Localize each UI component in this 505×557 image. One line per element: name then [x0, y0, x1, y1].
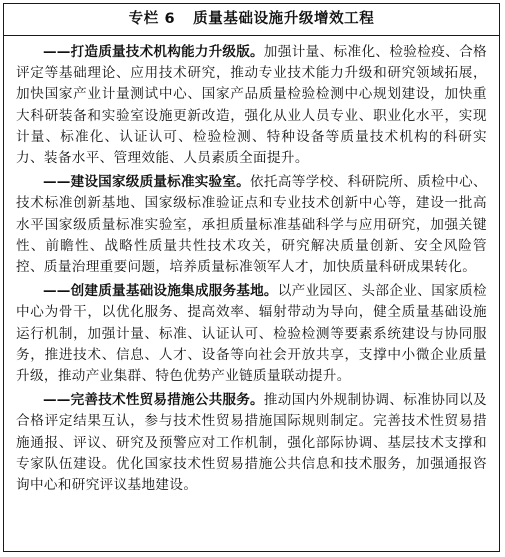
paragraph-quality-institution: [16, 42, 487, 169]
paragraph-body: 推动国内外规制协调、标准协同以及合格评定结果互认，参与技术性贸易措施国际规则制定。完善技术性贸易措施通报、评议、研究及预警应对工作机制，强化部际协调、基层技术支撑和专家队伍建设。优化国家技术性贸易措施公共信息和技术服务，加强通报咨询中心和研究评议基地建设。: [16, 392, 487, 494]
box-title-bar: [4, 4, 499, 36]
feature-box: [3, 3, 500, 552]
box-label: 专栏 6: [128, 11, 176, 27]
paragraph-heading: ——创建质量基础设施集成服务基地。: [43, 283, 278, 300]
paragraph-trade-measures: [16, 390, 487, 496]
paragraph-service-base: [16, 281, 487, 387]
box-content: [16, 42, 487, 499]
box-title: 质量基础设施升级增效工程: [193, 11, 375, 27]
paragraph-national-lab: [16, 172, 487, 278]
paragraph-heading: ——完善技术性贸易措施公共服务。: [43, 392, 264, 409]
paragraph-heading: ——打造质量技术机构能力升级版。: [43, 44, 264, 60]
paragraph-body: 以产业园区、头部企业、国家质检中心为骨干，以优化服务、提高效率、辐射带动为导向，健全质量基础设施运行机制，加强计量、标准、认证认可、检验检测等要素系统建设与协同服务，推进技术、信息、人才、设备等向社会开放共享，支撑中小微企业质量升级，推动产业集群、特色优势产业链质量联动提升。: [16, 283, 488, 385]
paragraph-heading: ——建设国家级质量标准实验室。: [43, 174, 250, 191]
paragraph-body: 依托高等学校、科研院所、质检中心、技术标准创新基地、国家级标准验证点和专业技术创新中心等，建设一批高水平国家级质量标准实验室，承担质量标准基础科学与应用研究，加强关键性、前瞻性、战略性质量共性技术攻关，研究解决质量创新、安全风险管控、质量治理重要问题，培养质量标准领军人才，加快质量科研成果转化。: [16, 174, 488, 276]
paragraph-body: 加强计量、标准化、检验检疫、合格评定等基础理论、应用技术研究，推动专业技术能力升级和研究领域拓展，加快国家产业计量测试中心、国家产品质量检验检测中心规划建设，加快重大科研装备和实验室设施更新改造，强化从业人员专业、职业化水平，实现计量、标准化、认证认可、检验检测、特种设备等质量技术机构的科研实力、装备水平、管理效能、人员素质全面提升。: [16, 44, 487, 167]
